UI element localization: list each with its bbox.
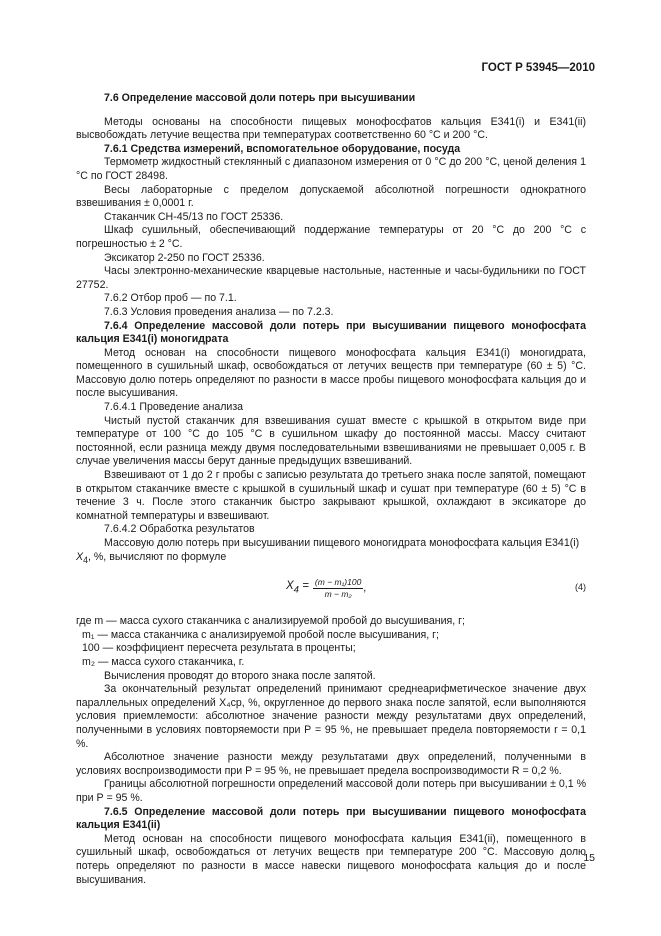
section-7-6-intro: Методы основаны на способности пищевых монофосфатов кальция Е341(i) и Е341(ii) высвобождать летучие вещества при температурах соответственно 60 °С и 200 °С.: [76, 115, 586, 142]
section-7-6-2: 7.6.2 Отбор проб — по 7.1.: [104, 292, 237, 305]
formula-lhs-var: X: [286, 580, 294, 593]
formula-numerator: (m − m₁)100: [314, 577, 362, 588]
formula-intro-text: Массовую долю потерь при высушивании пищевого моногидрата монофосфата кальция Е341(i): [104, 537, 580, 549]
section-7-6-4-title: 7.6.4 Определение массовой доли потерь при высушивании пищевого монофосфата кальция Е341(i) моногидрата: [76, 319, 586, 346]
equipment-item: Шкаф сушильный, обеспечивающий поддержание температуры от 20 °С до 200 °С с погрешностью ± 2 °С.: [76, 224, 586, 250]
formula-definitions: [76, 615, 586, 669]
definition-line: где m — масса сухого стаканчика с анализируемой пробой до высушивания, г;: [76, 615, 465, 628]
formula-4: [76, 571, 586, 611]
definition-line: m₁ — масса стаканчика с анализируемой пробой после высушивания, г;: [82, 628, 439, 641]
equipment-item: Весы лабораторные с пределом допускаемой абсолютной погрешности однократного взвешивания ± 0,0001 г.: [76, 183, 586, 210]
final-result-paragraph: За окончательный результат определений принимают среднеарифметическое значение двух параллельных определений X₄ср, %, округленное до первого знака после запятой, если выполняются условия приемлемости: абсолютное значение разности между результатами двух определений, полученными в условиях повторяемости при Р = 95 %, не превышает предела повторяемости r = 0,1 %.: [76, 683, 586, 750]
formula-lhs: $X_4$ =: [286, 580, 309, 596]
formula-lhs-sub: 4: [293, 584, 299, 596]
formula-number: (4): [575, 582, 586, 593]
formula-expression: $X_4$ = $\frac{\text{(m − m₁)100}}{\text{m − m₂}}$ ,: [286, 577, 367, 600]
formula-fraction: [313, 577, 363, 600]
definition-line: m₂ — масса сухого стаканчика, г.: [82, 656, 245, 669]
formula-denominator: m − m₂: [324, 589, 352, 600]
error-limits-paragraph: Границы абсолютной погрешности определений массовой доли потерь при высушивании ± 0,1 % при Р = 95 %.: [76, 778, 586, 805]
equipment-item: Эксикатор 2-250 по ГОСТ 25336.: [104, 251, 265, 264]
formula-intro-tail: , %, вычисляют по формуле: [88, 550, 227, 563]
formula-intro: [76, 537, 586, 567]
document-body: [76, 92, 586, 887]
section-7-6-3: 7.6.3 Условия проведения анализа — по 7.2.3.: [104, 305, 334, 318]
document-code: ГОСТ Р 53945—2010: [481, 62, 595, 74]
formula-intro-sub: 4: [83, 554, 88, 565]
reproducibility-paragraph: Абсолютное значение разности между результатами двух определений, полученными в условиях воспроизводимости при Р = 95 %, не превышает предела воспроизводимости R = 0,2 %.: [76, 751, 586, 777]
definition-line: 100 — коэффициент пересчета результата в проценты;: [82, 642, 356, 655]
section-7-6-1-title: 7.6.1 Средства измерений, вспомогательное оборудование, посуда: [104, 142, 461, 155]
section-7-6-4-2-title: 7.6.4.2 Обработка результатов: [104, 523, 255, 536]
equipment-item: Термометр жидкостный стеклянный с диапазоном измерения от 0 °С до 200 °С, ценой деления 1 °С по ГОСТ 28498.: [76, 156, 586, 182]
equipment-item: Стаканчик СН-45/13 по ГОСТ 25336.: [104, 210, 284, 223]
section-7-6-title: 7.6 Определение массовой доли потерь при высушивании: [104, 92, 416, 104]
analysis-paragraph-1: Чистый пустой стаканчик для взвешивания сушат вместе с крышкой в открытом виде при температуре от 100 °С до 105 °С в сушильном шкафу до постоянной массы. Массу считают постоянной, если разница между двумя последовательными взвешиваниями не превышает 0,005 г. В случае увеличения массы берут данные предыдущих взвешиваний.: [76, 414, 586, 468]
section-7-6-4-1-title: 7.6.4.1 Проведение анализа: [104, 401, 244, 414]
page-number: 15: [583, 852, 595, 864]
section-7-6-4-intro: Метод основан на способности пищевого монофосфата кальция Е341(i) моногидрата, помещенного в сушильный шкаф, освобождаться от летучих веществ при температуре (60 ± 5) °С. Массовую долю потерь определяют по разности в массе пробы пищевого монофосфата кальция до и после высушивания.: [76, 346, 586, 400]
analysis-paragraph-2: Взвешивают от 1 до 2 г пробы с записью результата до третьего знака после запятой, помещают в открытом стаканчике вместе с крышкой в сушильный шкаф и сушат при температуре (60 ± 5) °С в течение 3 ч. После этого стаканчик быстро закрывают крышкой, охлаждают в эксикаторе до комнатной температуры и взвешивают.: [76, 469, 586, 522]
calculation-note: Вычисления проводят до второго знака после запятой.: [104, 669, 376, 682]
section-7-6-5-title: 7.6.5 Определение массовой доли потерь при высушивании пищевого монофосфата кальция Е341(ii): [76, 805, 586, 832]
section-7-6-5-intro: Метод основан на способности пищевого монофосфата кальция Е341(ii), помещенного в сушильный шкаф, освобождаться от летучих веществ при температуре 200 °С. Массовую долю потерь определяют по разности в массе навески пищевого монофосфата кальция до и после высушивания.: [76, 832, 586, 886]
equipment-item: Часы электронно-механические кварцевые настольные, настенные и часы-будильники по ГОСТ 27752.: [76, 265, 586, 291]
formula-intro-var: X: [76, 550, 84, 563]
